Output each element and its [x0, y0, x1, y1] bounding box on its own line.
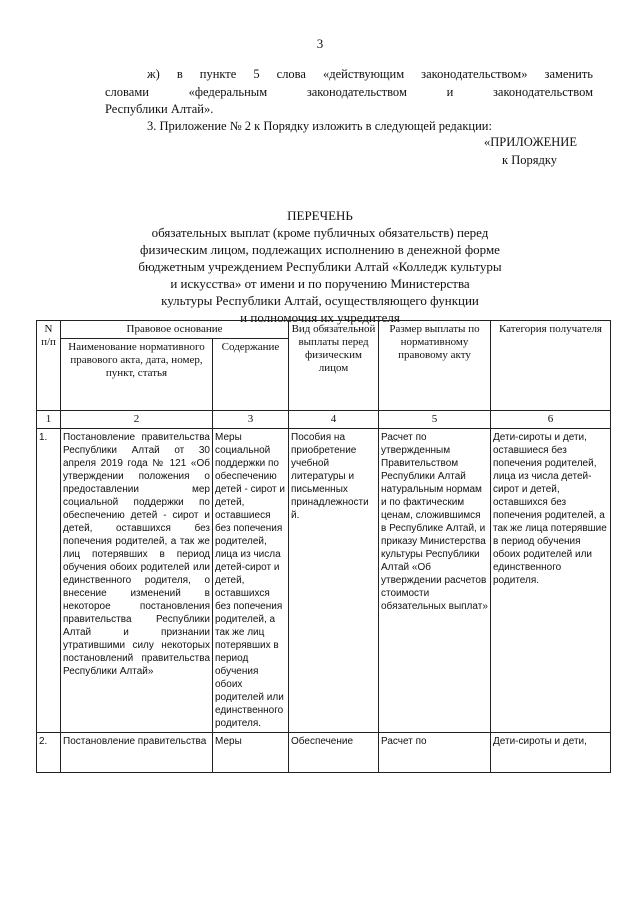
header-content: Содержание	[213, 339, 289, 411]
column-number: 1	[37, 411, 61, 429]
header-number: N п/п	[37, 321, 61, 411]
header-legal-basis: Правовое основание	[61, 321, 289, 339]
column-number: 6	[491, 411, 611, 429]
paragraph-line: ж) в пункте 5 слова «действующим законодательством» заменить	[147, 67, 593, 81]
heading-line: и полномочия их учредителя	[240, 310, 400, 325]
column-number: 3	[213, 411, 289, 429]
heading-line: обязательных выплат (кроме публичных обязательств) перед	[151, 225, 489, 240]
document-title: ПЕРЕЧЕНЬ	[287, 208, 353, 223]
row-number: 1.	[37, 429, 61, 733]
table-row	[37, 733, 611, 773]
row-content: Меры	[213, 733, 289, 773]
column-number: 4	[289, 411, 379, 429]
header-payment-size: Размер выплаты по нормативному правовому акту	[379, 321, 491, 411]
column-number-row	[37, 411, 611, 429]
obligations-table	[36, 320, 611, 773]
table-header-row	[37, 321, 611, 339]
heading-line: физическим лицом, подлежащих исполнению в денежной форме	[140, 242, 500, 257]
row-payment-type: Обеспечение	[289, 733, 379, 773]
appendix-title: «ПРИЛОЖЕНИЕ	[484, 135, 577, 149]
column-number: 2	[61, 411, 213, 429]
heading-line: культуры Республики Алтай, осуществляющего функции	[161, 293, 479, 308]
row-act: Постановление правительства	[61, 733, 213, 773]
header-payment-type: Вид обязательной выплаты перед физическим лицом	[289, 321, 379, 411]
paragraph-line: Республики Алтай».	[105, 102, 214, 116]
header-act-name: Наименование нормативного правового акта, дата, номер, пункт, статья	[61, 339, 213, 411]
paragraph-line: 3. Приложение № 2 к Порядку изложить в следующей редакции:	[147, 119, 492, 133]
appendix-subtitle: к Порядку	[502, 153, 557, 167]
row-payment-size: Расчет по утвержденным Правительством Республики Алтай натуральным нормам и по фактическим ценам, сложившимся в Республике Алтай, и приказу Министерства культуры Республики Алтай «Об утверждении расчетов стоимости обязательных выплат»	[379, 429, 491, 733]
heading-line: и искусства» от имени и по поручению Министерства	[170, 276, 470, 291]
table-row	[37, 429, 611, 733]
heading-line: бюджетным учреждением Республики Алтай «Колледж культуры	[138, 259, 502, 274]
row-recipients: Дети-сироты и дети,	[491, 733, 611, 773]
row-payment-size: Расчет по	[379, 733, 491, 773]
paragraph-line: словами «федеральным законодательством и законодательством	[105, 85, 593, 99]
row-payment-type: Пособия на приобретение учебной литературы и письменных принадлежности й.	[289, 429, 379, 733]
column-number: 5	[379, 411, 491, 429]
row-content: Меры социальной поддержки по обеспечению детей - сирот и детей, оставшиеся без попечения родителей, лица из числа детей-сирот и детей, оставшихся без попечения родителей, а так же лиц потерявших в период обучения обоих родителей или единственного родителя.	[213, 429, 289, 733]
row-recipients: Дети-сироты и дети, оставшиеся без попечения родителей, лица из числа детей-сирот и детей, оставшихся без попечения родителей, а так же лица потерявшие в период обучения обоих родителей или единственного родителя.	[491, 429, 611, 733]
row-number: 2.	[37, 733, 61, 773]
page-number: 3	[316, 36, 324, 51]
row-act: Постановление правительства Республики Алтай от 30 апреля 2019 года № 121 «Об утверждении положения о предоставлении мер социальной поддержки по обеспечению детей - сирот и детей, оставшихся без попечения родителей, а так же лиц потерявших в период обучения обоих родителей или единственного родителя, о внесение изменений в некоторое постановления правительства Республики Алтай и признании утратившими силу некоторых постановлений правительства Республики Алтай»	[61, 429, 213, 733]
header-recipients: Категория получателя	[491, 321, 611, 411]
